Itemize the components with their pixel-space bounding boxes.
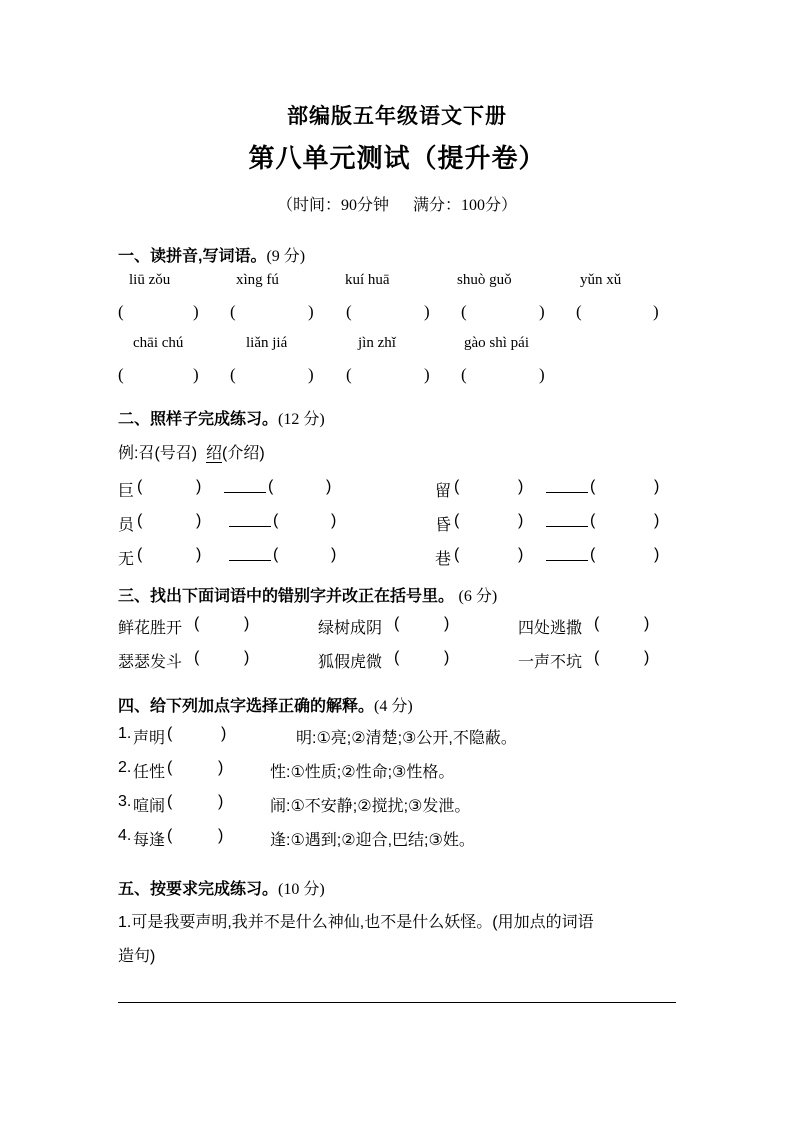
answer-bracket-row-1 — [118, 302, 678, 326]
idiom-6-bracket-open: ( — [594, 649, 600, 666]
s4-bracket-open-4: ( — [167, 827, 173, 844]
bracket-close-5: ) — [653, 302, 659, 321]
s4-num-3: 3. — [118, 793, 132, 810]
idiom-3: 四处逃撒 — [518, 620, 583, 637]
section-4-points: (4 分) — [374, 698, 413, 715]
s2-bracket-open-b1: ( — [268, 478, 274, 495]
s2-bracket-close-c3: ) — [518, 546, 524, 563]
page-title-sub: 第八单元测试（提升卷） — [248, 143, 546, 173]
s2-bracket-close-b3: ) — [331, 546, 337, 563]
example-second-char: 绍 — [206, 445, 223, 462]
s2-blank-a1[interactable] — [224, 492, 266, 493]
section-4-item-1 — [118, 725, 678, 755]
s2-bracket-close-d2: ) — [654, 512, 660, 529]
s2-bracket-close-b2: ) — [331, 512, 337, 529]
pinyin-1-2: xìng fú — [236, 272, 279, 288]
answer-bracket-row-2 — [118, 365, 678, 389]
s2-bracket-open-c3: ( — [454, 546, 460, 563]
s2-blank-b1[interactable] — [546, 492, 588, 493]
idiom-1-bracket-close: ) — [244, 615, 250, 632]
s2-bracket-open-a3: ( — [137, 546, 143, 563]
s2-bracket-open-c1: ( — [454, 478, 460, 495]
idiom-4-bracket-close: ) — [244, 649, 250, 666]
idiom-3-bracket-close: ) — [644, 615, 650, 632]
s4-bracket-close-2: ) — [218, 759, 224, 776]
section-3-number: 三、 — [118, 588, 151, 605]
section-3-row-1 — [118, 615, 678, 645]
bracket-close-2: ) — [308, 302, 314, 321]
bracket-close-7: ) — [308, 365, 314, 384]
s2-bracket-open-d1: ( — [590, 478, 596, 495]
section-4-item-3 — [118, 793, 678, 823]
s4-bracket-close-1: ) — [221, 725, 227, 742]
s2-blank-a2[interactable] — [229, 526, 271, 527]
s4-num-4: 4. — [118, 827, 132, 844]
idiom-2-bracket-close: ) — [444, 615, 450, 632]
s2-right-char-2: 昏 — [435, 517, 452, 534]
idiom-4: 瑟瑟发斗 — [118, 654, 183, 671]
idiom-5-bracket-close: ) — [444, 649, 450, 666]
bracket-open-9: ( — [461, 365, 467, 384]
exam-time-unit: 分钟 — [356, 197, 389, 214]
bracket-open-1: ( — [118, 302, 124, 321]
section-4-number: 四、 — [118, 698, 151, 715]
bracket-open-5: ( — [576, 302, 582, 321]
section-2-example — [118, 440, 265, 463]
exam-score-unit: 分） — [485, 197, 518, 214]
s4-num-2: 2. — [118, 759, 132, 776]
s2-blank-b2[interactable] — [546, 526, 588, 527]
section-2-title: 照样子完成练习。 — [150, 411, 279, 428]
pinyin-2-3: jìn zhǐ — [358, 335, 396, 351]
s2-bracket-close-d1: ) — [654, 478, 660, 495]
bracket-close-8: ) — [424, 365, 430, 384]
section-4-item-4 — [118, 827, 678, 857]
idiom-5-bracket-open: ( — [394, 649, 400, 666]
pinyin-1-3: kuí huā — [345, 272, 390, 288]
section-5-question-line-1: 1.可是我要声明,我并不是什么神仙,也不是什么妖怪。(用加点的词语 — [118, 914, 594, 931]
bracket-close-3: ) — [424, 302, 430, 321]
s4-num-1: 1. — [118, 725, 132, 742]
exam-time-value: 90 — [340, 197, 357, 214]
section-2-row-2 — [118, 512, 678, 542]
s2-bracket-close-c1: ) — [518, 478, 524, 495]
pinyin-2-2: liǎn jiá — [246, 335, 288, 351]
example-label: 例: — [118, 445, 139, 462]
s2-bracket-open-a1: ( — [137, 478, 143, 495]
s2-bracket-open-d3: ( — [590, 546, 596, 563]
section-1-title: 读拼音,写词语。 — [150, 248, 267, 265]
bracket-close-9: ) — [539, 365, 545, 384]
bracket-open-4: ( — [461, 302, 467, 321]
s2-bracket-open-b2: ( — [273, 512, 279, 529]
section-3-points: (6 分) — [458, 588, 498, 605]
section-4-item-2 — [118, 759, 678, 789]
bracket-open-3: ( — [346, 302, 352, 321]
s4-def-1: 明:①亮;②清楚;③公开,不隐蔽。 — [296, 730, 517, 747]
s2-bracket-close-c2: ) — [518, 512, 524, 529]
answer-write-line[interactable] — [118, 1002, 676, 1003]
bracket-close-4: ) — [539, 302, 545, 321]
exam-time-label: （时间： — [276, 197, 341, 214]
idiom-5: 狐假虎微 — [318, 654, 383, 671]
s2-left-char-3: 无 — [118, 551, 135, 568]
s2-bracket-open-b3: ( — [273, 546, 279, 563]
section-2-row-3 — [118, 546, 678, 576]
s2-right-char-3: 巷 — [435, 551, 452, 568]
idiom-3-bracket-open: ( — [594, 615, 600, 632]
s2-blank-b3[interactable] — [546, 560, 588, 561]
bracket-open-2: ( — [230, 302, 236, 321]
s2-right-char-1: 留 — [435, 483, 452, 500]
pinyin-2-1: chāi chú — [133, 335, 184, 351]
section-5-points: (10 分) — [278, 881, 325, 898]
section-1-points: (9 分) — [266, 248, 306, 265]
section-5-heading — [118, 876, 325, 899]
s2-bracket-open-a2: ( — [137, 512, 143, 529]
s2-blank-a3[interactable] — [229, 560, 271, 561]
s2-bracket-close-a1: ) — [196, 478, 202, 495]
s4-def-4: 逢:①遇到;②迎合,巴结;③姓。 — [270, 832, 475, 849]
section-4-heading — [118, 693, 413, 716]
s2-left-char-2: 员 — [118, 517, 135, 534]
section-5-question-line-2: 造句) — [118, 948, 156, 965]
s4-word-2: 任性 — [133, 764, 166, 781]
section-3-title: 找出下面词语中的错别字并改正在括号里。 — [150, 588, 455, 605]
example-first: 召(号召) — [138, 445, 198, 462]
section-2-points: (12 分) — [278, 411, 325, 428]
s4-word-1: 声明 — [133, 730, 166, 747]
section-2-row-1 — [118, 478, 678, 508]
s2-bracket-close-d3: ) — [654, 546, 660, 563]
idiom-2-bracket-open: ( — [394, 615, 400, 632]
s4-bracket-close-4: ) — [218, 827, 224, 844]
section-1-heading — [118, 243, 305, 266]
s2-bracket-close-a2: ) — [196, 512, 202, 529]
bracket-open-7: ( — [230, 365, 236, 384]
exam-meta — [0, 192, 794, 215]
pinyin-2-4: gào shì pái — [464, 335, 529, 351]
s2-bracket-close-b1: ) — [326, 478, 332, 495]
section-2-heading — [118, 406, 325, 429]
s4-def-3: 闹:①不安静;②搅扰;③发泄。 — [270, 798, 471, 815]
s4-bracket-open-2: ( — [167, 759, 173, 776]
section-4-title: 给下列加点字选择正确的解释。 — [150, 698, 375, 715]
s2-bracket-open-d2: ( — [590, 512, 596, 529]
idiom-1: 鲜花胜开 — [118, 620, 183, 637]
s4-bracket-close-3: ) — [218, 793, 224, 810]
idiom-2: 绿树成阴 — [318, 620, 383, 637]
section-2-number: 二、 — [118, 411, 151, 428]
s4-def-2: 性:①性质;②性命;③性格。 — [270, 764, 455, 781]
s2-bracket-open-c2: ( — [454, 512, 460, 529]
idiom-6-bracket-close: ) — [644, 649, 650, 666]
section-5-title: 按要求完成练习。 — [150, 881, 279, 898]
pinyin-1-5: yǔn xǔ — [580, 272, 622, 288]
bracket-open-6: ( — [118, 365, 124, 384]
s4-bracket-open-3: ( — [167, 793, 173, 810]
pinyin-1-4: shuò guǒ — [457, 272, 512, 288]
s4-word-4: 每逢 — [133, 832, 166, 849]
s4-word-3: 喧闹 — [133, 798, 166, 815]
bracket-close-6: ) — [193, 365, 199, 384]
exam-score-label: 满分： — [413, 197, 462, 214]
section-3-row-2 — [118, 649, 678, 679]
page-title-main: 部编版五年级语文下册 — [287, 105, 507, 128]
section-1-number: 一、 — [118, 248, 151, 265]
s4-bracket-open-1: ( — [167, 725, 173, 742]
idiom-4-bracket-open: ( — [194, 649, 200, 666]
section-3-heading — [118, 583, 497, 606]
s2-left-char-1: 巨 — [118, 483, 135, 500]
bracket-open-8: ( — [346, 365, 352, 384]
idiom-6: 一声不坑 — [518, 654, 583, 671]
s2-bracket-close-a3: ) — [196, 546, 202, 563]
example-second-word: (介绍) — [222, 445, 265, 462]
section-5-number: 五、 — [118, 881, 151, 898]
idiom-1-bracket-open: ( — [194, 615, 200, 632]
exam-score-value: 100 — [461, 197, 486, 214]
pinyin-1-1: liū zǒu — [129, 272, 171, 288]
bracket-close-1: ) — [193, 302, 199, 321]
